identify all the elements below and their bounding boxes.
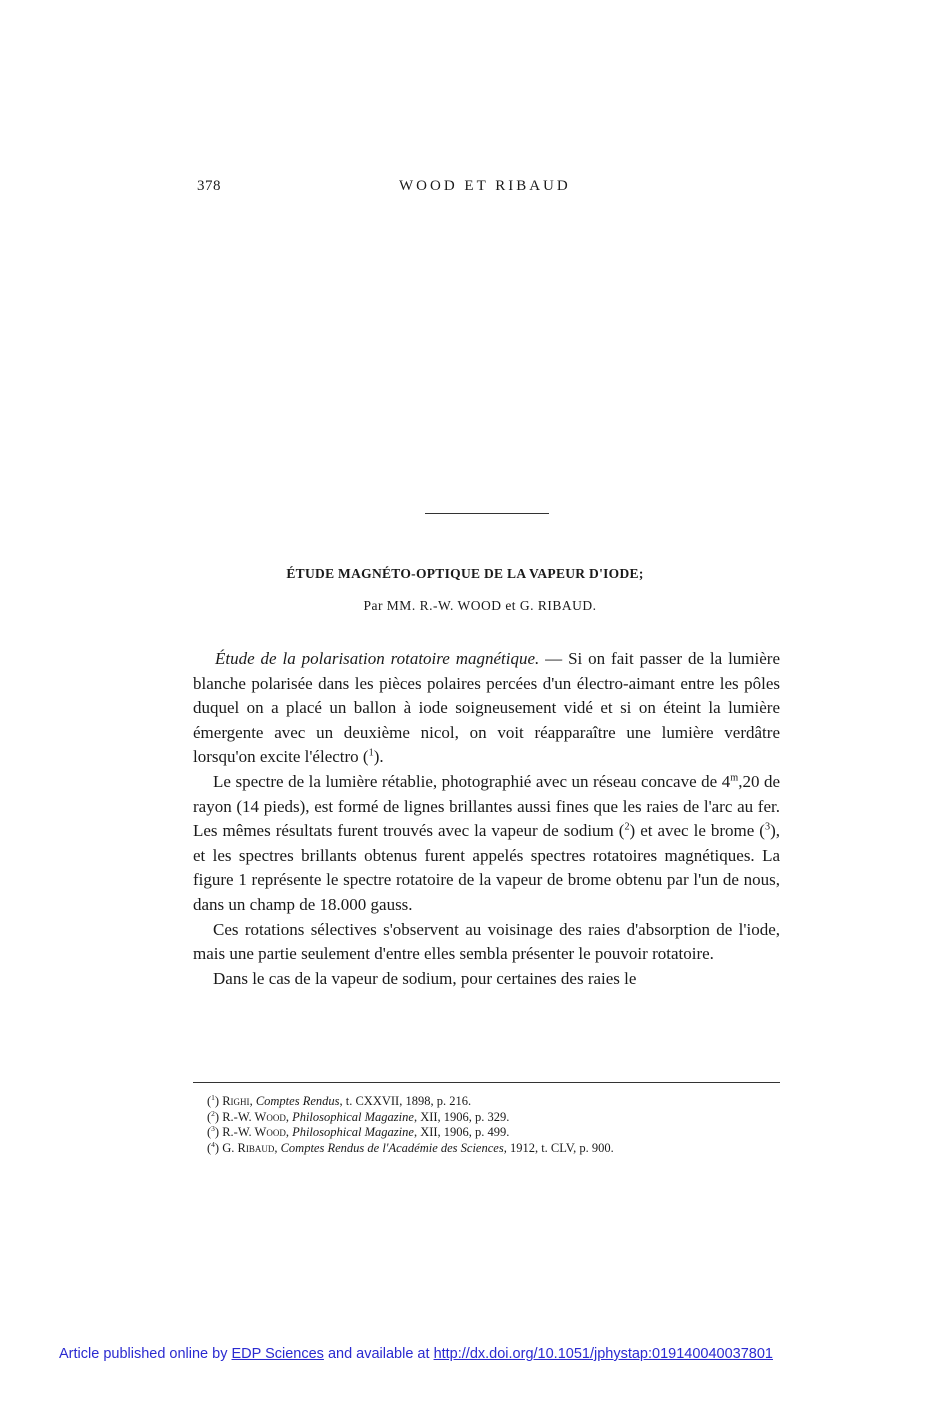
article-title: ÉTUDE MAGNÉTO-OPTIQUE DE LA VAPEUR D'IODE; — [286, 566, 644, 581]
footnote-ref: 2 — [624, 821, 630, 833]
footnote: ($^4$) G. Ribaud, Comptes Rendus de l'Académie des Sciences, 1912, t. CLV, p. 900. — [207, 1139, 614, 1155]
decorative-rule — [425, 513, 549, 514]
doi-link[interactable]: http://dx.doi.org/10.1051/jphystap:019140040037801 — [433, 1346, 773, 1362]
page-number: 378 — [197, 178, 221, 194]
footnote: ($^3$) R.-W. Wood, Philosophical Magazine, XII, 1906, p. 499. — [207, 1123, 510, 1139]
footnote: ($^2$) R.-W. Wood, Philosophical Magazine, XII, 1906, p. 329. — [207, 1108, 510, 1124]
paragraph-3: Ces rotations sélectives s'observent au voisinage des raies d'absorption de l'iode, mais une partie seulement d'entre elles sembla présenter le pouvoir rotatoire. — [193, 919, 780, 964]
paragraph-1: Étude de la polarisation rotatoire magnétique. — Si on fait passer de la lumière blanche polarisée dans les pièces polaires percées d'un électro-aimant entre les pôles duquel on a placé un ballon à iode soigneusement vidé et si on éteint la lumière émergente avec un deuxième nicol, on voit réapparaître une lumière verdâtre lorsqu'on excite l'électro ($^1$). — [193, 649, 780, 767]
footnote-ref: 3 — [764, 821, 771, 833]
byline: Par MM. R.-W. WOOD et G. RIBAUD. — [363, 598, 597, 613]
publisher-line: Article published online by EDP Sciences and available at http://dx.doi.org/10.1051/jphystap:019140040037801 — [59, 1346, 773, 1362]
publisher-link[interactable]: EDP Sciences — [231, 1346, 324, 1362]
footnotes — [207, 1094, 807, 1156]
footnote: ($^1$) Righi, Comptes Rendus, t. CXXVII, 1898, p. 216. — [207, 1092, 472, 1108]
running-head: WOOD ET RIBAUD — [399, 178, 571, 194]
section-heading: Étude de la polarisation rotatoire magnétique. — [215, 649, 540, 668]
paragraph-2: Le spectre de la lumière rétablie, photographié avec un réseau concave de 4$^m$,20 de rayon (14 pieds), est formé de lignes brillantes aussi fines que les raies de l'arc au fer. Les mêmes résultats furent trouvés avec la vapeur de sodium ($^2$) et avec le brome ($^3$), et les spectres brillants obtenus furent appelés spectres rotatoires magnétiques. La figure 1 représente le spectre rotatoire de la vapeur de brome obtenu par l'un de nous, dans un champ de 18.000 gauss. — [193, 771, 781, 914]
paragraph-4: Dans le cas de la vapeur de sodium, pour certaines des raies le — [213, 968, 637, 988]
footnote-ref: 1 — [368, 747, 374, 759]
footnote-rule — [193, 1082, 780, 1083]
body-text — [193, 647, 780, 991]
